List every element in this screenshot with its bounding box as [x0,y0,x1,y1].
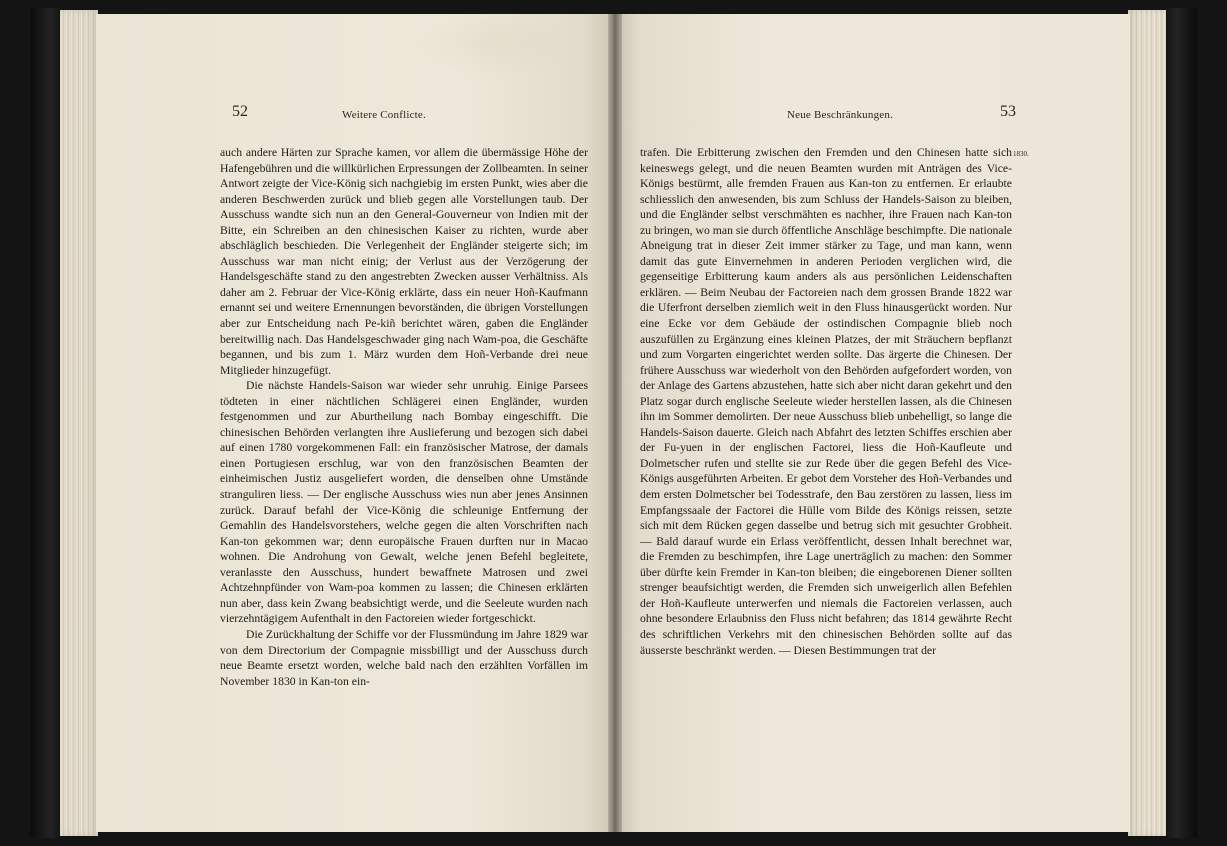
paragraph: trafen. Die Erbitterung zwischen den Fremden und den Chinesen hatte sich keineswegs gelegt, und die neuen Beamten wurden mit Anträgen des Vice-Königs bestürmt, alle fremden Frauen aus Kan-ton zu entfernen. Er erlaubte schliesslich den anwesenden, bis zum Schluss der Handels-Saison zu bleiben, und die Engländer selbst verschmähten es nachher, ihre Frauen nach Kan-ton zu bringen, wo man sie durch öffentliche Anschläge beschimpfte. Die nationale Abneigung trat in dieser Zeit immer stärker zu Tage, und man kann, wenn damit das gute Einvernehmen in anderen Perioden verglichen wird, die gegenseitige Erbitterung kaum anders als aus persönlichen Leidenschaften erklären. — Beim Neubau der Factoreien nach dem grossen Brande 1822 war die Uferfront derselben ziemlich weit in den Fluss hinausgerückt worden. Nur eine Ecke vor dem Gebäude der ostindischen Compagnie blieb noch auszufüllen zu Ergänzung eines kleinen Platzes, der mit Sträuchern bepflanzt und zum Vorgarten eingerichtet werden sollte. Das ärgerte die Chinesen. Der frühere Ausschuss war wiederholt von den Behörden aufgefordert worden, von der Anlage des Gartens abzustehen, hatte sich aber nicht daran gekehrt und den Platz sogar durch englische Seeleute wieder herstellen lassen, als die Chinesen ihn im Sommer demolirten. Der neue Ausschuss blieb unbehelligt, so lange die Handels-Saison dauerte. Gleich nach Abfahrt des letzten Schiffes erschien aber der Fu-yuen in der englischen Factorei, liess die Hoñ-Kaufleute und Dolmetscher rufen und stellte sie zur Rede über die gegen Befehl des Vice-Königs ausgeführten Arbeiten. Er gebot dem Vorsteher des Hoñ-Verbandes und dem ersten Dolmetscher bei Todesstrafe, den Bau zerstören zu lassen, liess im Empfangssaale der Factorei die Hülle vom Bilde des Königs reissen, setzte sich mit dem Rücken gegen dasselbe und betrug sich mit gesuchter Grobheit. — Bald darauf wurde ein Erlass veröffentlicht, dessen Inhalt berechnet war, die Fremden zu beschimpfen, ihre Lage unerträglich zu machen: den Sommer über dürfte kein Fremder in Kan-ton bleiben; die eingeborenen Diener sollten strenger beaufsichtigt werden, die Fremden sich unweigerlich allen Befehlen der Hoñ-Kaufleute unterwerfen und niemals die Factoreien verlassen, auch ohne besondere Erlaubniss den Fluss nicht befahren; das 1814 gewährte Recht des schriftlichen Verkehrs mit den chinesischen Behörden sollte auf das äusserste beschränkt werden. — Diesen Bestimmungen trat der [640,146,1012,657]
margin-year-note: 1830. [1013,150,1029,158]
left-body-text [220,145,588,689]
paragraph: Die nächste Handels-Saison war wieder sehr unruhig. Einige Parsees tödteten in einer nächtlichen Schlägerei einen Engländer, wurden festgenommen und zur Aburtheilung nach Bombay eingeschifft. Die chinesischen Behörden verlangten ihre Auslieferung und bezogen sich dabei auf einen 1780 vorgekommenen Fall: ein französischer Matrose, der damals einen Portugiesen erschlug, war von den französischen Beamten der einheimischen Justiz ausgeliefert worden, die denselben ohne Umstände stranguliren liess. — Der englische Ausschuss wies nun aber jenes Ansinnen zurück. Darauf befahl der Vice-König die schleunige Entfernung der Gemahlin des Handelsvorstehers, welche gegen die alten Vorschriften nach Kan-ton gekommen war; denn europäische Frauen durften nur in Macao wohnen. Die Androhung von Gewalt, welche jenen Befehl begleitete, veranlasste den Ausschuss, hundert bewaffnete Matrosen und zwei Achtzehnpfünder von Wam-poa kommen zu lassen; die Chinesen erklärten nun aber, dass kein Zwang beabsichtigt werde, und die Seeleute wurden nach vierzehntägigem Aufenthalt in den Factoreien wieder fortgeschickt. [220,379,588,626]
right-body-text [640,145,1012,658]
page-number: 52 [232,103,248,120]
page-edges-right [1128,10,1166,836]
paragraph: Die Zurückhaltung der Schiffe vor der Flussmündung im Jahre 1829 war von dem Directorium der Compagnie missbilligt und der Ausschuss durch neue Beamte ersetzt worden, welche bald nach den erzählten Vorfällen im November 1830 in Kan-ton ein- [220,627,588,688]
running-title: Weitere Conflicte. [342,109,426,121]
page-number: 53 [1000,103,1016,120]
book-gutter [608,14,622,832]
running-title: Neue Beschränkungen. [787,109,894,121]
page-edges-left [60,10,98,836]
water-stain [410,8,570,78]
paragraph: auch andere Härten zur Sprache kamen, vor allem die übermässige Höhe der Hafengebühren und die willkürlichen Erpressungen der Zollbeamten. In seiner Antwort zeigte der Vice-König sich nachgiebig im ersten Punkt, wies aber die anderen Beschwerden zurück und blieb gegen alle Vorstellungen taub. Der Ausschuss wandte sich nun an den General-Gouverneur von Indien mit der Bitte, ein Schreiben an den chinesischen Kaiser zu richten, wurde aber abschläglich beschieden. Die Verlegenheit der Engländer steigerte sich; im Ausschuss war man nicht einig; der Verlust aus der Verzögerung der Handelsgeschäfte stand zu den angestrebten Zwecken ausser Verhältniss. Als daher am 2. Februar der Vice-König erklärte, dass ein neuer Hoñ-Kaufmann ernannt sei und weitere Ernennungen bevorständen, die übrigen Vorstellungen aber zur Entscheidung nach Pe-kiñ berichtet wären, gaben die Engländer bereitwillig nach. Das Handelsgeschwader ging nach Wam-poa, die Geschäfte begannen, und bis zum 1. März wurden dem Hoñ-Verbande drei neue Mitglieder hinzugefügt. [220,146,588,377]
right-running-head [640,105,1016,131]
book-cover-right [1163,8,1197,838]
book-cover-left [30,8,64,838]
left-running-head [232,105,592,131]
